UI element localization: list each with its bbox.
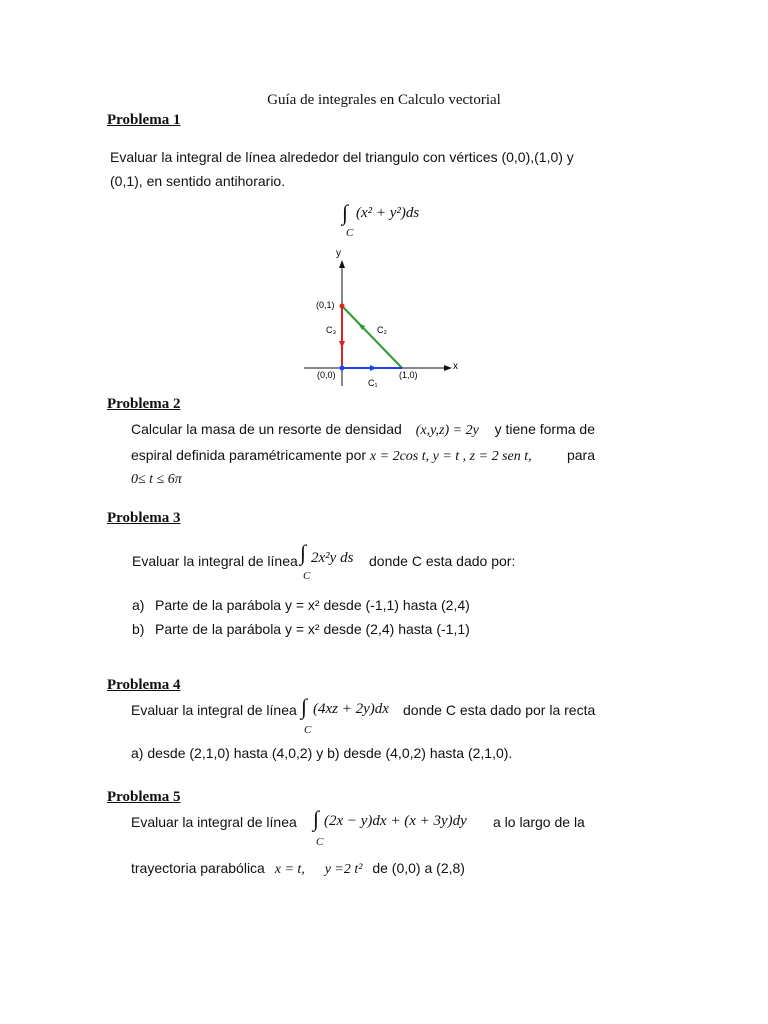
- integral-sign: ∫: [300, 540, 307, 565]
- y-axis-label: y: [336, 248, 341, 259]
- problem-5-integral: [313, 806, 493, 850]
- integral-subscript: C: [346, 227, 354, 239]
- x-axis-arrow-icon: [444, 365, 452, 371]
- density-expr: (x,y,z) = 2y: [415, 423, 479, 438]
- integral-subscript: C: [303, 570, 311, 582]
- c2-segment: [342, 306, 402, 368]
- triangle-graph: [300, 244, 480, 394]
- integrand: (x² + y²)ds: [356, 205, 420, 221]
- c1-arrow-icon: [370, 365, 377, 371]
- problem-3-after: donde C esta dado por:: [369, 553, 516, 569]
- problem-4-after: donde C esta dado por la recta: [403, 702, 596, 718]
- problem-2-heading: Problema 2: [107, 396, 181, 412]
- label-c3: C₃: [326, 325, 337, 335]
- problem-3-integral: [300, 540, 370, 585]
- integrand: (4xz + 2y)dx: [313, 701, 389, 717]
- label-point-0-0: (0,0): [317, 370, 336, 380]
- problem-3-item-b-label: b): [132, 621, 145, 637]
- label-c1: C₁: [368, 378, 378, 388]
- point-0-0: [340, 366, 345, 371]
- problem-5-line-2-a: trayectoria parabólica: [131, 860, 265, 876]
- problem-5-intro: Evaluar la integral de línea: [131, 814, 297, 830]
- problem-3-item-b: Parte de la parábola y = x² desde (2,4) hasta (-1,1): [155, 621, 470, 637]
- problem-5-line-2-d: de (0,0) a (2,8): [372, 860, 465, 876]
- integrand: (2x − y)dx + (x + 3y)dy: [324, 813, 467, 829]
- problem-2-range: 0≤ t ≤ 6π: [131, 472, 182, 487]
- label-point-1-0: (1,0): [399, 370, 418, 380]
- problem-2-line-1: [131, 419, 595, 441]
- problem-2-line-1-a: Calcular la masa de un resorte de densidad: [131, 421, 402, 437]
- problem-4-heading: Problema 4: [107, 677, 181, 693]
- integral-subscript: C: [304, 724, 312, 736]
- problem-1-text-line-2: (0,1), en sentido antihorario.: [110, 173, 286, 189]
- integral-subscript: C: [316, 836, 324, 848]
- problem-2-line-2: [131, 445, 595, 467]
- integral-sign: ∫: [301, 694, 308, 719]
- problem-2-line-2-c: para: [566, 447, 595, 463]
- label-c2: C₂: [377, 325, 387, 335]
- problem-3-item-a-label: a): [132, 597, 145, 613]
- parametric-expr: x = 2cos t, y = t , z = 2 sen t,: [369, 449, 532, 464]
- integral-sign: ∫: [342, 200, 349, 225]
- problem-3-heading: Problema 3: [107, 510, 181, 526]
- y-axis-arrow-icon: [339, 260, 345, 268]
- problem-1-text-line-1: Evaluar la integral de línea alrededor del triangulo con vértices (0,0),(1,0) y: [110, 149, 574, 165]
- integral-sign: ∫: [313, 806, 320, 831]
- page-title: Guía de integrales en Calculo vectorial: [267, 92, 501, 108]
- problem-3-intro: Evaluar la integral de línea: [132, 553, 298, 569]
- problem-4-intro: Evaluar la integral de línea: [131, 702, 297, 718]
- param-x: x = t,: [274, 862, 305, 877]
- problem-5-heading: Problema 5: [107, 789, 181, 805]
- problem-1-integral: [342, 200, 482, 240]
- label-point-0-1: (0,1): [316, 300, 335, 310]
- point-0-1: [340, 304, 345, 309]
- problem-2-line-1-c: y tiene forma de: [494, 421, 595, 437]
- problem-2-line-2-a: espiral definida paramétricamente por: [131, 447, 367, 463]
- c3-arrow-icon: [339, 341, 345, 348]
- problem-3-item-a: Parte de la parábola y = x² desde (-1,1) hasta (2,4): [155, 597, 470, 613]
- param-y: y =2 t²: [324, 862, 363, 877]
- problem-5-line-2: [131, 858, 465, 880]
- x-axis-label: x: [453, 361, 458, 372]
- integrand: 2x²y ds: [311, 550, 354, 566]
- problem-4-line-2: a) desde (2,1,0) hasta (4,0,2) y b) desde (4,0,2) hasta (2,1,0).: [131, 745, 513, 761]
- problem-5-after: a lo largo de la: [493, 814, 585, 830]
- problem-1-heading: Problema 1: [107, 112, 181, 128]
